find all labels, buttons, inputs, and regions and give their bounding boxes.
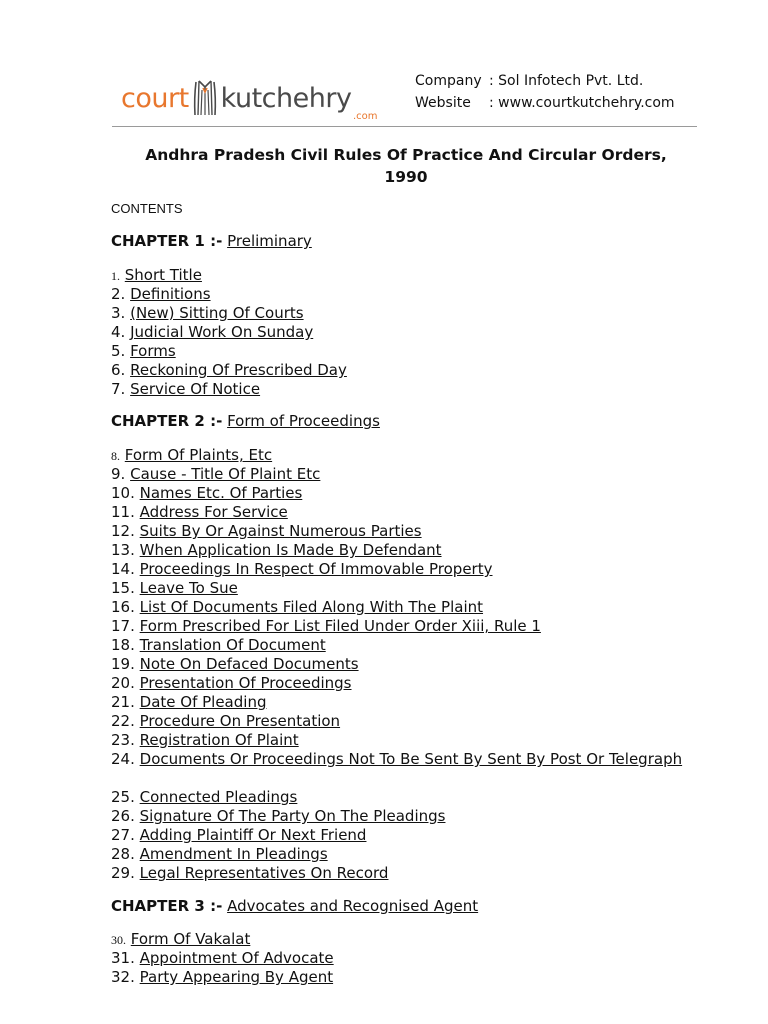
chapter-label: CHAPTER 1 :- bbox=[111, 232, 223, 250]
toc-item bbox=[111, 323, 313, 342]
toc-item-number: 19. bbox=[111, 655, 135, 673]
toc-item-number: 12. bbox=[111, 522, 135, 540]
toc-item-link[interactable]: Forms bbox=[130, 342, 176, 360]
toc-item-link[interactable]: Short Title bbox=[124, 266, 202, 284]
chapter-1-heading bbox=[111, 232, 312, 250]
toc-item bbox=[111, 864, 388, 883]
toc-item-link[interactable]: Form Of Vakalat bbox=[130, 930, 251, 948]
toc-item-number: 5. bbox=[111, 342, 126, 360]
toc-item-link[interactable]: List Of Documents Filed Along With The Plaint bbox=[139, 598, 484, 616]
toc-item-link[interactable]: Documents Or Proceedings Not To Be Sent By Sent By Post Or Telegraph bbox=[139, 750, 683, 768]
chapter-link[interactable]: Preliminary bbox=[227, 232, 312, 250]
toc-item bbox=[111, 731, 299, 750]
toc-item bbox=[111, 655, 359, 674]
toc-item bbox=[111, 636, 326, 655]
toc-item-number: 18. bbox=[111, 636, 135, 654]
toc-item-link[interactable]: (New) Sitting Of Courts bbox=[130, 304, 304, 322]
toc-item-number: 8. bbox=[111, 449, 120, 463]
toc-item-number: 2. bbox=[111, 285, 126, 303]
toc-item-number: 32. bbox=[111, 968, 135, 986]
toc-item-number: 23. bbox=[111, 731, 135, 749]
toc-item-number: 26. bbox=[111, 807, 135, 825]
toc-item bbox=[111, 541, 442, 560]
toc-item bbox=[111, 617, 541, 636]
company-value: : Sol Infotech Pvt. Ltd. bbox=[489, 73, 644, 89]
toc-item-link[interactable]: Form Prescribed For List Filed Under Order Xiii, Rule 1 bbox=[139, 617, 541, 635]
toc-item-number: 14. bbox=[111, 560, 135, 578]
chapter-label: CHAPTER 3 :- bbox=[111, 897, 223, 915]
toc-item-link[interactable]: Address For Service bbox=[139, 503, 288, 521]
toc-item-number: 7. bbox=[111, 380, 126, 398]
toc-item-number: 25. bbox=[111, 788, 135, 806]
header-divider bbox=[112, 126, 697, 127]
toc-item bbox=[111, 598, 483, 617]
page-header bbox=[0, 0, 768, 130]
toc-item-link[interactable]: Translation Of Document bbox=[139, 636, 326, 654]
toc-item-number: 11. bbox=[111, 503, 135, 521]
toc-item-link[interactable]: Legal Representatives On Record bbox=[139, 864, 389, 882]
toc-item-link[interactable]: Cause - Title Of Plaint Etc bbox=[130, 465, 321, 483]
toc-item-number: 29. bbox=[111, 864, 135, 882]
toc-item-link[interactable]: Procedure On Presentation bbox=[139, 712, 341, 730]
document-title-line-2: 1990 bbox=[384, 168, 428, 186]
toc-item-number: 27. bbox=[111, 826, 135, 844]
toc-item bbox=[111, 361, 347, 380]
toc-item-link[interactable]: Amendment In Pleadings bbox=[139, 845, 328, 863]
toc-item-link[interactable]: Appointment Of Advocate bbox=[139, 949, 334, 967]
toc-item-link[interactable]: Form Of Plaints, Etc bbox=[124, 446, 273, 464]
toc-item bbox=[111, 522, 422, 541]
document-title bbox=[111, 144, 701, 188]
logo-text-dotcom: .com bbox=[353, 111, 378, 122]
toc-item bbox=[111, 579, 238, 598]
toc-item-link[interactable]: Proceedings In Respect Of Immovable Property bbox=[139, 560, 493, 578]
toc-item bbox=[111, 750, 703, 769]
toc-item-number: 6. bbox=[111, 361, 126, 379]
toc-item-number: 13. bbox=[111, 541, 135, 559]
chapter-2-heading bbox=[111, 412, 380, 430]
toc-item-link[interactable]: Date Of Pleading bbox=[139, 693, 267, 711]
toc-item-number: 21. bbox=[111, 693, 135, 711]
toc-item bbox=[111, 968, 333, 987]
toc-item bbox=[111, 693, 266, 712]
toc-item-number: 9. bbox=[111, 465, 126, 483]
toc-item-number: 17. bbox=[111, 617, 135, 635]
toc-item-number: 24. bbox=[111, 750, 135, 768]
website-value[interactable]: : www.courtkutchehry.com bbox=[489, 95, 675, 111]
toc-item-number: 30. bbox=[111, 933, 126, 947]
toc-item-number: 10. bbox=[111, 484, 135, 502]
company-row bbox=[415, 70, 675, 92]
toc-item-link[interactable]: Reckoning Of Prescribed Day bbox=[130, 361, 347, 379]
toc-item-link[interactable]: Suits By Or Against Numerous Parties bbox=[139, 522, 422, 540]
courtkutchehry-logo[interactable] bbox=[121, 78, 378, 122]
toc-item bbox=[111, 484, 302, 503]
toc-item bbox=[111, 826, 366, 845]
toc-item bbox=[111, 503, 288, 522]
toc-item-link[interactable]: Party Appearing By Agent bbox=[139, 968, 334, 986]
toc-item-link[interactable]: Presentation Of Proceedings bbox=[139, 674, 352, 692]
toc-item-link[interactable]: Leave To Sue bbox=[139, 579, 238, 597]
toc-item-number: 22. bbox=[111, 712, 135, 730]
toc-item-link[interactable]: Note On Defaced Documents bbox=[139, 655, 359, 673]
toc-item-number: 28. bbox=[111, 845, 135, 863]
toc-item-number: 4. bbox=[111, 323, 126, 341]
toc-item-link[interactable]: Registration Of Plaint bbox=[139, 731, 299, 749]
toc-item-link[interactable]: When Application Is Made By Defendant bbox=[139, 541, 442, 559]
toc-item bbox=[111, 807, 445, 826]
advocate-figure-icon bbox=[190, 78, 220, 118]
toc-item-number: 3. bbox=[111, 304, 126, 322]
toc-item-number: 15. bbox=[111, 579, 135, 597]
toc-item-link[interactable]: Judicial Work On Sunday bbox=[130, 323, 314, 341]
chapter-link[interactable]: Advocates and Recognised Agent bbox=[227, 897, 479, 915]
toc-item-link[interactable]: Definitions bbox=[130, 285, 211, 303]
toc-item-link[interactable]: Signature Of The Party On The Pleadings bbox=[139, 807, 446, 825]
toc-item bbox=[111, 380, 260, 399]
toc-item-link[interactable]: Names Etc. Of Parties bbox=[139, 484, 303, 502]
toc-item bbox=[111, 266, 202, 286]
toc-item bbox=[111, 560, 493, 579]
toc-item-link[interactable]: Service Of Notice bbox=[130, 380, 261, 398]
toc-item-number: 16. bbox=[111, 598, 135, 616]
toc-item bbox=[111, 845, 328, 864]
toc-item bbox=[111, 949, 334, 968]
toc-item-number: 1. bbox=[111, 269, 120, 283]
toc-item bbox=[111, 930, 250, 950]
chapter-3-heading bbox=[111, 897, 478, 915]
website-label: Website bbox=[415, 95, 471, 111]
toc-item bbox=[111, 788, 297, 807]
toc-item bbox=[111, 342, 176, 361]
toc-item bbox=[111, 285, 211, 304]
contents-label: CONTENTS bbox=[111, 201, 183, 216]
toc-item bbox=[111, 465, 320, 484]
chapter-link[interactable]: Form of Proceedings bbox=[227, 412, 380, 430]
toc-item bbox=[111, 446, 272, 466]
toc-item bbox=[111, 712, 340, 731]
logo-text-kutchehry: kutchehry bbox=[220, 83, 352, 114]
toc-item-link[interactable]: Adding Plaintiff Or Next Friend bbox=[139, 826, 367, 844]
company-info bbox=[415, 70, 675, 114]
toc-item bbox=[111, 674, 352, 693]
company-label: Company bbox=[415, 73, 482, 89]
toc-item-link[interactable]: Connected Pleadings bbox=[139, 788, 298, 806]
chapter-label: CHAPTER 2 :- bbox=[111, 412, 223, 430]
toc-item-number: 20. bbox=[111, 674, 135, 692]
document-title-line-1: Andhra Pradesh Civil Rules Of Practice And Circular Orders, bbox=[145, 146, 667, 164]
toc-item bbox=[111, 304, 304, 323]
logo-text-court: court bbox=[121, 83, 189, 114]
website-row bbox=[415, 92, 675, 114]
toc-item-number: 31. bbox=[111, 949, 135, 967]
